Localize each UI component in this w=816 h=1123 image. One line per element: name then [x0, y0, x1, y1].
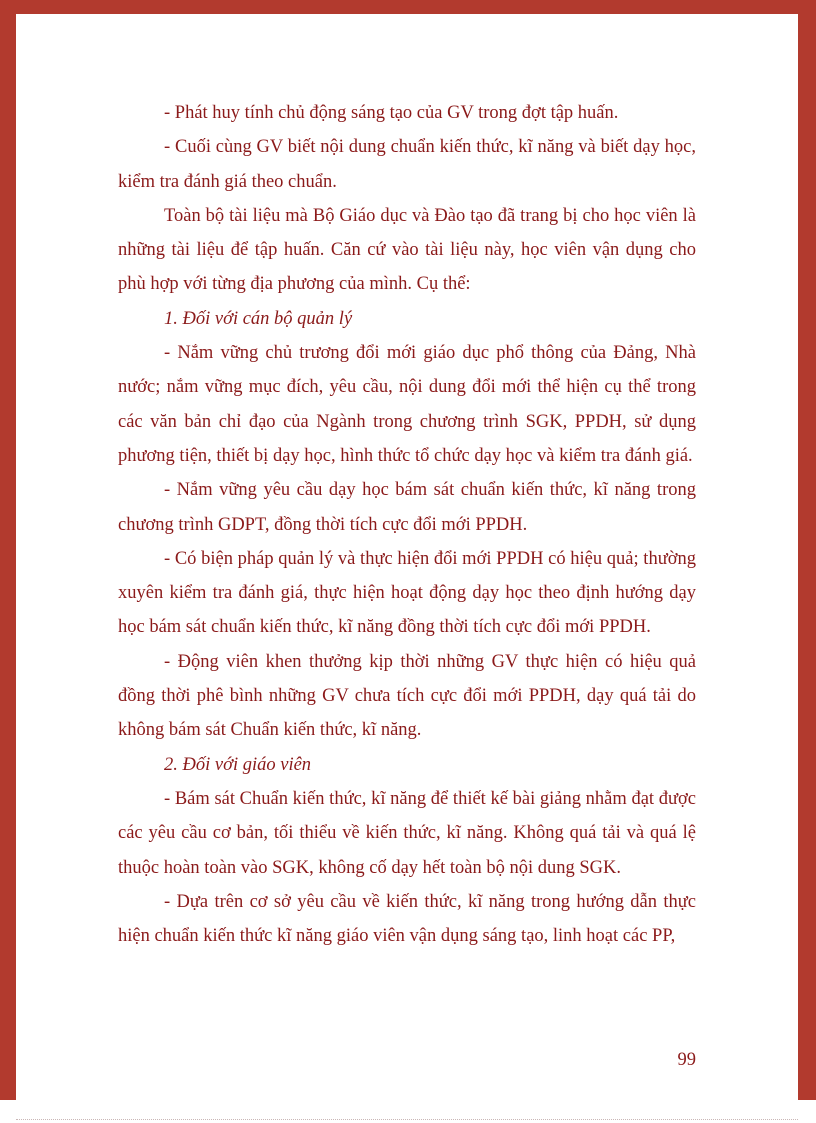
paragraph: - Nắm vững chủ trương đổi mới giáo dục phổ thông của Đảng, Nhà nước; nắm vững mục đích, yêu cầu, nội dung đổi mới thể hiện cụ thể trong các văn bản chỉ đạo của Ngành trong chương trình SGK, PPDH, sử dụng phương tiện, thiết bị dạy học, hình thức tổ chức dạy học và kiểm tra đánh giá. [118, 343, 696, 466]
page-border-top [16, 0, 798, 14]
body-text [118, 96, 696, 953]
paragraph: - Dựa trên cơ sở yêu cầu về kiến thức, kĩ năng trong hướng dẫn thực hiện chuẩn kiến thức kĩ năng giáo viên vận dụng sáng tạo, linh hoạt các PP, [118, 891, 696, 947]
page-border-right [798, 0, 816, 1100]
paragraph: - Cuối cùng GV biết nội dung chuẩn kiến thức, kĩ năng và biết dạy học, kiểm tra đánh giá theo chuẩn. [118, 137, 696, 192]
section-heading: 2. Đối với giáo viên [164, 754, 312, 775]
paragraph: - Động viên khen thưởng kịp thời những GV thực hiện có hiệu quả đồng thời phê bình những GV chưa tích cực đổi mới PPDH, dạy quá tải do không bám sát Chuẩn kiến thức, kĩ năng. [118, 651, 696, 741]
paragraph: - Phát huy tính chủ động sáng tạo của GV trong đợt tập huấn. [164, 103, 619, 123]
paragraph: - Nắm vững yêu cầu dạy học bám sát chuẩn kiến thức, kĩ năng trong chương trình GDPT, đồng thời tích cực đổi mới PPDH. [118, 480, 696, 535]
paragraph: - Có biện pháp quản lý và thực hiện đổi mới PPDH có hiệu quả; thường xuyên kiểm tra đánh giá, thực hiện hoạt động dạy học theo định hướng dạy học bám sát chuẩn kiến thức, kĩ năng đồng thời tích cực đổi mới PPDH. [118, 548, 696, 638]
page-bottom-rule [16, 1119, 798, 1120]
page-border-left [0, 0, 16, 1100]
paragraph: - Bám sát Chuẩn kiến thức, kĩ năng để thiết kế bài giảng nhằm đạt được các yêu cầu cơ bản, tối thiểu về kiến thức, kĩ năng. Không quá tải và quá lệ thuộc hoàn toàn vào SGK, không cố dạy hết toàn bộ nội dung SGK. [118, 788, 696, 878]
paragraph: Toàn bộ tài liệu mà Bộ Giáo dục và Đào tạo đã trang bị cho học viên là những tài liệu để tập huấn. Căn cứ vào tài liệu này, học viên vận dụng cho phù hợp với từng địa phương của mình. Cụ thể: [118, 205, 696, 295]
section-heading: 1. Đối với cán bộ quản lý [164, 308, 353, 329]
page-number: 99 [677, 1050, 696, 1070]
